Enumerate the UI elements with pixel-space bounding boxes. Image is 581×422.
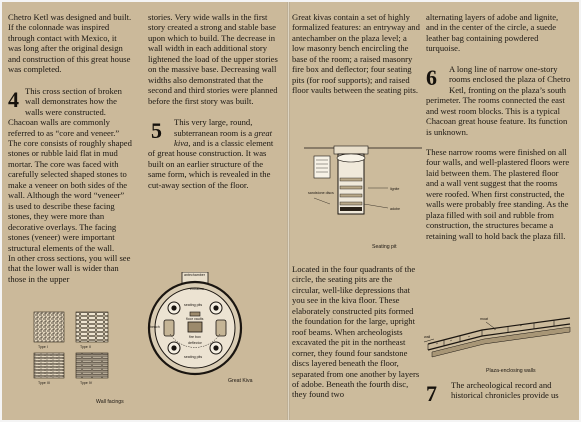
entrance-label: entrance [190, 287, 204, 291]
wall-label: wall [424, 335, 431, 339]
section-6-text: A long line of narrow one-story rooms enclosed the plaza of Chetro Ketl, fronting on the plaza’s south perimeter. The rooms connected the east and west room blocks. This is a typical Chacoan great house feature. Its function is unknown. [426, 63, 571, 137]
section-number-4: 4 [8, 86, 19, 112]
wall-type-3-swatch [34, 353, 64, 378]
section-number-6: 6 [426, 64, 437, 90]
section-6-text-continued: These narrow rooms were finished on all four walls, and well-plastered floors were laid between them. The plastered floor and a wall vent suggest that the rooms were roofed. When first constructed, the walls were probably free standing. As the plaza filled with soil and rubble from construction, the structures became a retaining wall to hold back the plaza fill. [426, 146, 570, 241]
seating-pits-paragraph: Located in the four quadrants of the circle, the seating pits are the circular, well-like depressions that you see in the kiva floor. These elaborately constructed pits formed the foundation for the large, upright roof beams. When archeologists excavated the pit in the northeast corner, they found four sandstone discs layered beneath the floor, separated from one another by layers of adobe. Beneath the fourth disc, they found two [292, 264, 420, 400]
wall-type-2-label: Type II [80, 345, 91, 349]
great-kiva-plan [144, 272, 248, 382]
right-page [290, 2, 579, 420]
section-number-5: 5 [151, 118, 162, 144]
intro-paragraph: Chetro Ketl was designed and built. If the colonnade was inspired through contact with Mexico, it was long after the original design and construction of this great house was completed. [8, 12, 132, 75]
right-column-2 [426, 12, 572, 241]
bench-label: bench [150, 325, 160, 329]
left-column-2 [148, 12, 280, 190]
seating-pit-caption: Seating pit [372, 244, 397, 250]
wall-facings-caption: Wall facings [96, 399, 124, 405]
section-4-text: This cross section of broken wall demonstrates how the walls were constructed. Chacoan walls are commonly referred to as “core and veneer.” The core consists of roughly shaped stones or rubble laid flat in mud mortar. The core was faced with carefully selected shaped stones to make a veneer on both sides of the wall. Although the word “veneer” is used to describe these facing stones, they were more than decorative overlays. The facing stones (veneer) were important structural elements of the wall. [8, 85, 132, 253]
lignite-label: lignite [390, 187, 400, 191]
section-4-text-continued: In other cross sections, you will see that the lower wall is wider than those in the upper [8, 252, 131, 284]
wall-type-3-label: Type III [38, 381, 50, 385]
floor-vaults-label: floor vaults [186, 317, 204, 321]
great-kiva-caption: Great Kiva [228, 378, 253, 384]
wall-facings-illustration [32, 308, 114, 390]
wall-type-1-swatch [34, 312, 64, 342]
turquoise-paragraph: alternating layers of adobe and lignite, and in the center of the circle, a suede leather bag containing powdered turquoise. [426, 12, 559, 54]
section-7-text: The archeological record and historical chronicles provide us [451, 380, 559, 401]
wall-type-2-swatch [76, 312, 108, 342]
plaza-enclosing-walls-illustration [424, 314, 574, 364]
seating-pits-label-lower: seating pits [184, 355, 203, 359]
wall-type-4-swatch [76, 353, 108, 378]
deflector-label: deflector [188, 341, 202, 345]
section-5-text-b: , and is a classic element of great house construction. It was built on an earlier structure of the same form, which is revealed in the cut-away section of the floor. [148, 137, 274, 190]
walls-continued-paragraph: stories. Very wide walls in the first story created a strong and stable base upon which to build. The decrease in wall width in each additional story lightened the load of the upper stories on the massive base. Decreasing wall widths also demonstrated that the second and third stories were planned before the first story was built. [148, 12, 278, 106]
left-column-1 [8, 12, 132, 284]
wall-type-1-label: Type I [38, 345, 48, 349]
wall-type-4-label: Type IV [80, 381, 93, 385]
fire-box-label: fire box [189, 335, 201, 339]
kiva-features-paragraph: Great kivas contain a set of highly formalized features: an entryway and antechamber on the plaza level; a low masonry bench encircling the base of the room; a raised masonry fire box and deflector; four seating pits (for roof supports); and raised floor vaults between the seating pits. [292, 12, 420, 96]
section-5-text-a: This very large, round, subterranean room is a [174, 117, 255, 138]
plaza-walls-caption: Plaza-enclosing walls [486, 368, 536, 374]
right-column-2-bottom [426, 380, 572, 405]
section-number-7: 7 [426, 381, 437, 406]
adobe-label: adobe [390, 207, 400, 211]
seating-pits-label: seating pits [184, 303, 203, 307]
right-column-1-bottom [292, 264, 420, 400]
seating-pit-illustration [304, 128, 422, 252]
sandstone-discs-label: sandstone discs [308, 191, 334, 195]
great-kiva-term: great kiva [174, 127, 273, 148]
moat-label: moat [480, 317, 488, 321]
antechamber-label: antechamber [184, 273, 205, 277]
right-column-1-top [292, 12, 420, 96]
left-page [2, 2, 287, 420]
